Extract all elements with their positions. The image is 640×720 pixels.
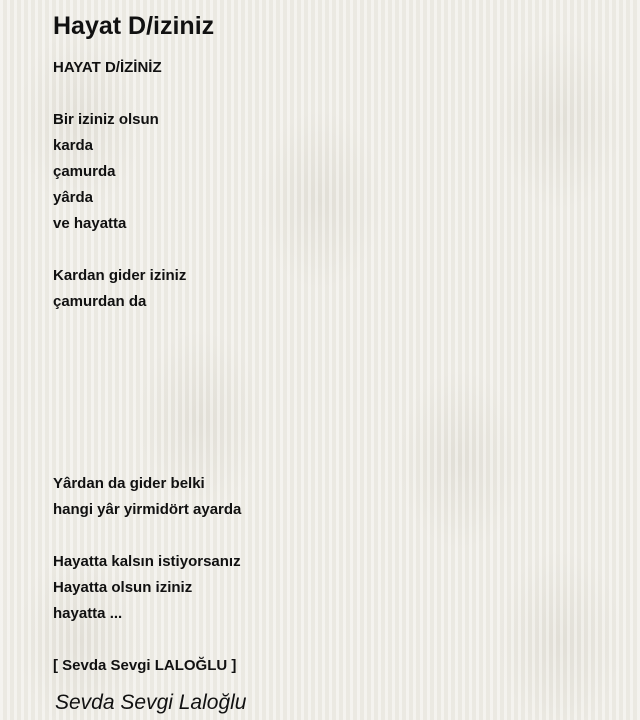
poem-body — [53, 55, 613, 679]
poem-line — [53, 627, 613, 653]
poem-line: çamurda — [53, 163, 116, 180]
poem-line — [53, 341, 613, 367]
poem-line — [53, 367, 613, 393]
poem-line: Bir iziniz olsun — [53, 111, 159, 128]
poem-line: Kardan gider iziniz — [53, 267, 187, 284]
poem-line: çamurdan da — [53, 293, 147, 310]
poem-line: HAYAT D/İZİNİZ — [53, 59, 162, 76]
poem-line: hangi yâr yirmidört ayarda — [53, 501, 242, 518]
poem-line: yârda — [53, 189, 94, 206]
poem-line: ve hayatta — [53, 215, 127, 232]
poem-line: karda — [53, 137, 94, 154]
poem-line — [53, 419, 613, 445]
poem-line — [53, 523, 613, 549]
poem-line: Hayatta olsun iziniz — [53, 579, 193, 596]
poem-signature: [ Sevda Sevgi LALOĞLU ] — [53, 657, 237, 674]
poem-line: Yârdan da gider belki — [53, 475, 205, 492]
poem-line: hayatta ... — [53, 605, 123, 622]
poem-title: Hayat D/iziniz — [53, 12, 215, 40]
poem-page — [53, 10, 613, 717]
poem-line — [53, 237, 613, 263]
poem-line — [53, 445, 613, 471]
poem-line — [53, 393, 613, 419]
poem-line: Hayatta kalsın istiyorsanız — [53, 553, 241, 570]
poem-line — [53, 81, 613, 107]
poem-line — [53, 315, 613, 341]
author-name: Sevda Sevgi Laloğlu — [55, 691, 247, 714]
